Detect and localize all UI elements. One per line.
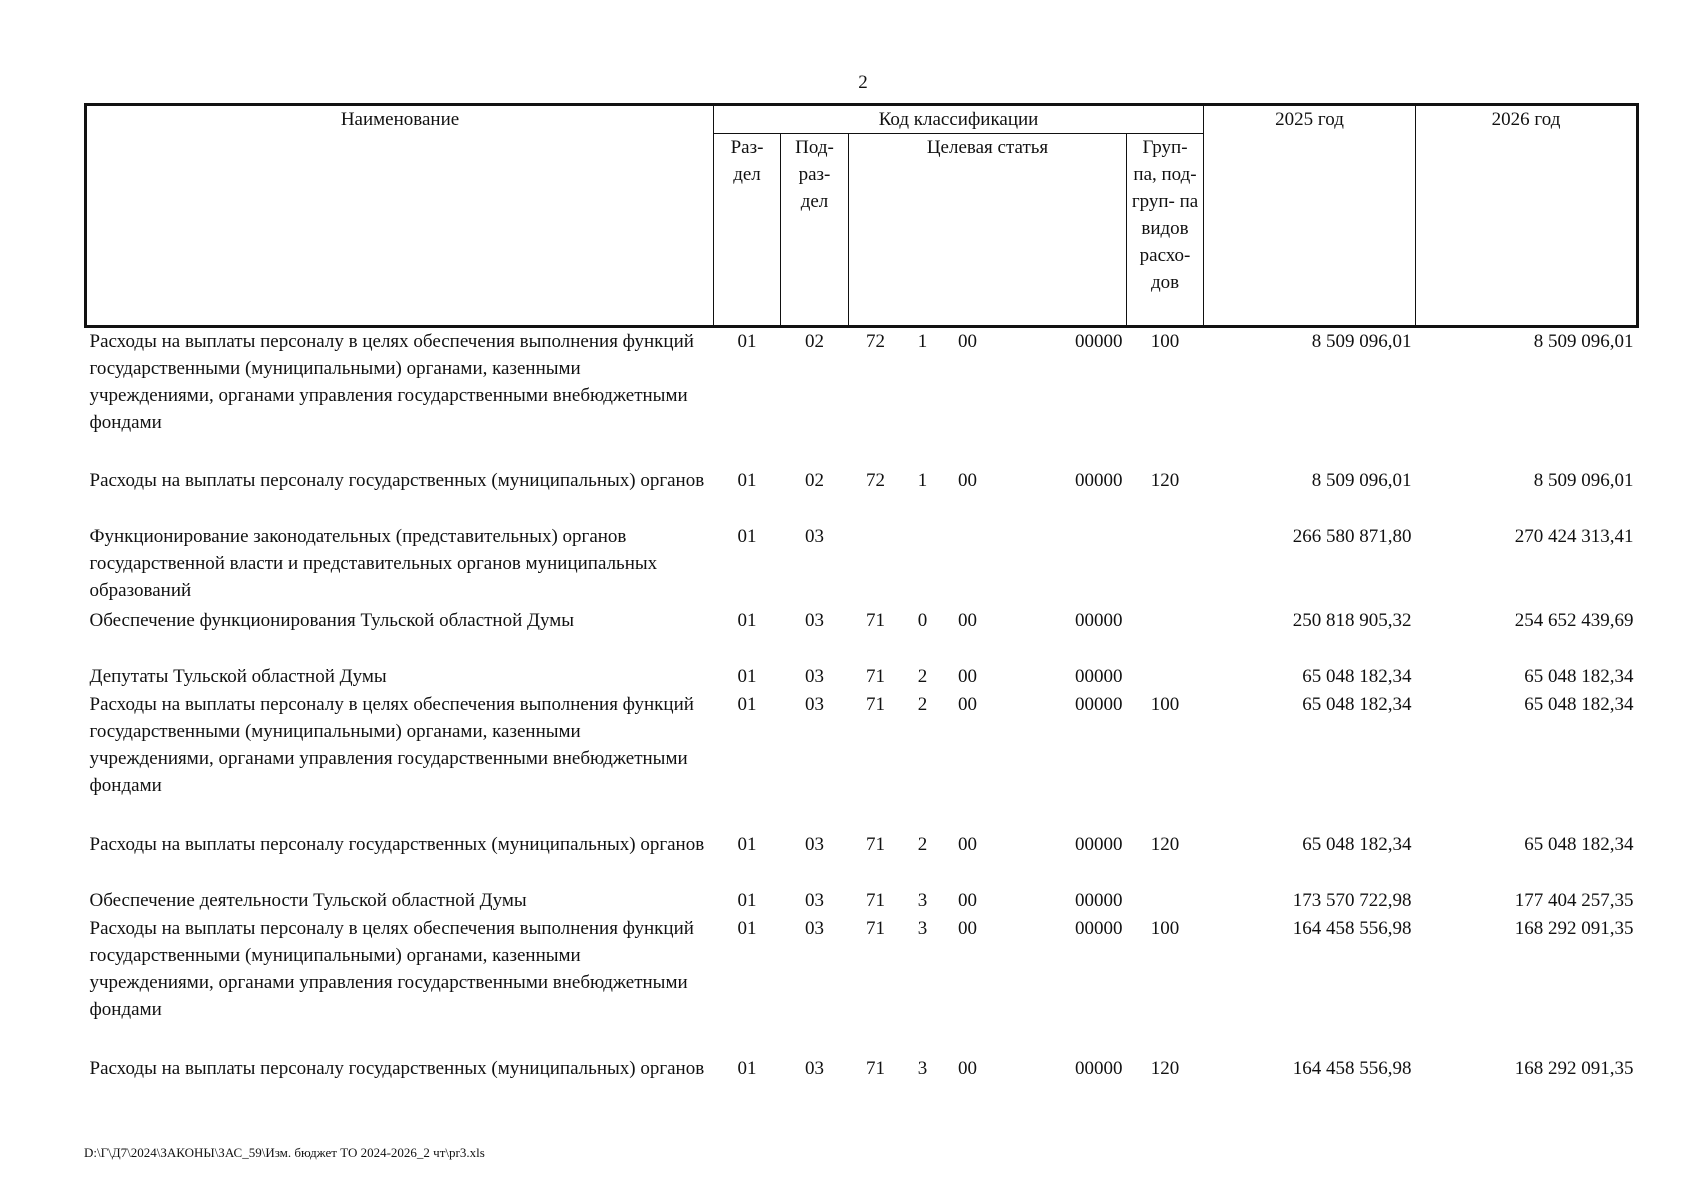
row-target-program: 71 bbox=[866, 665, 885, 687]
row-podrazdel: 03 bbox=[805, 693, 824, 715]
row-target-program: 71 bbox=[866, 917, 885, 939]
row-target-type: 2 bbox=[917, 665, 928, 687]
row-target-direction bbox=[993, 523, 1127, 607]
row-name: Депутаты Тульской областной Думы bbox=[89, 665, 387, 687]
row-razdel: 01 bbox=[737, 917, 757, 939]
table-header bbox=[86, 105, 1638, 327]
row-amount-2025: 8 509 096,01 bbox=[1311, 469, 1412, 491]
row-name: Обеспечение деятельности Тульской областной Думы bbox=[89, 889, 527, 911]
row-target-type bbox=[903, 523, 943, 607]
row-target-program: 72 bbox=[866, 331, 885, 352]
row-expense-group: 120 bbox=[1150, 469, 1180, 491]
row-podrazdel: 02 bbox=[805, 469, 824, 491]
table-row bbox=[86, 327, 1638, 467]
row-amount-2026: 65 048 182,34 bbox=[1524, 693, 1634, 715]
row-target-type: 2 bbox=[917, 693, 928, 715]
row-razdel: 01 bbox=[737, 889, 757, 911]
row-target-subprogram: 00 bbox=[958, 609, 977, 631]
row-name: Расходы на выплаты персоналу в целях обеспечения выполнения функций государственными (муниципальными) органами, казенными учреждениями, органами управления государственными внебюджетными фондами bbox=[89, 917, 694, 1020]
row-podrazdel: 03 bbox=[805, 917, 824, 939]
row-amount-2026: 168 292 091,35 bbox=[1514, 917, 1634, 939]
row-podrazdel: 03 bbox=[805, 833, 824, 855]
row-expense-group: 100 bbox=[1150, 917, 1180, 939]
header-year-2026: 2026 год bbox=[1416, 105, 1638, 327]
row-amount-2025: 164 458 556,98 bbox=[1292, 917, 1412, 939]
header-razdel: Раз- дел bbox=[714, 134, 781, 327]
row-target-subprogram: 00 bbox=[958, 833, 977, 855]
row-razdel: 01 bbox=[737, 331, 757, 352]
table-body bbox=[86, 327, 1638, 1111]
row-target-subprogram: 00 bbox=[958, 1057, 977, 1079]
row-name: Обеспечение функционирования Тульской областной Думы bbox=[89, 609, 575, 631]
row-razdel: 01 bbox=[737, 833, 757, 855]
row-amount-2026: 254 652 439,69 bbox=[1514, 609, 1634, 631]
row-amount-2026: 270 424 313,41 bbox=[1514, 525, 1634, 547]
row-amount-2025: 173 570 722,98 bbox=[1292, 889, 1412, 911]
page-number: 2 bbox=[858, 72, 868, 93]
table-row bbox=[86, 831, 1638, 887]
row-target-subprogram: 00 bbox=[958, 693, 977, 715]
row-target-type: 0 bbox=[917, 609, 928, 631]
header-target-article: Целевая статья bbox=[849, 134, 1127, 327]
row-target-subprogram: 00 bbox=[958, 469, 977, 491]
row-amount-2025: 164 458 556,98 bbox=[1292, 1057, 1412, 1079]
row-target-direction: 00000 bbox=[1075, 693, 1123, 715]
row-name: Функционирование законодательных (представительных) органов государственной власти и представительных органов муниципальных образований bbox=[89, 525, 658, 601]
row-amount-2025: 65 048 182,34 bbox=[1302, 693, 1412, 715]
row-target-program: 71 bbox=[866, 1057, 885, 1079]
row-amount-2025: 250 818 905,32 bbox=[1292, 609, 1412, 631]
row-name: Расходы на выплаты персоналу в целях обеспечения выполнения функций государственными (муниципальными) органами, казенными учреждениями, органами управления государственными внебюджетными фондами bbox=[89, 693, 694, 796]
footer-file-path: D:\Г\Д7\2024\ЗАКОНЫ\ЗАС_59\Изм. бюджет ТО 2024-2026_2 чт\pr3.xls bbox=[84, 1145, 485, 1160]
row-amount-2025: 8 509 096,01 bbox=[1311, 331, 1412, 352]
row-amount-2026: 177 404 257,35 bbox=[1514, 889, 1634, 911]
header-podrazdel: Под- раз- дел bbox=[781, 134, 849, 327]
row-razdel: 01 bbox=[737, 693, 757, 715]
row-podrazdel: 03 bbox=[805, 889, 824, 911]
row-amount-2026: 65 048 182,34 bbox=[1524, 665, 1634, 687]
row-amount-2026: 168 292 091,35 bbox=[1514, 1057, 1634, 1079]
row-target-type: 1 bbox=[917, 331, 928, 352]
row-razdel: 01 bbox=[737, 469, 757, 491]
row-podrazdel: 03 bbox=[805, 525, 824, 547]
row-target-direction: 00000 bbox=[1075, 917, 1123, 939]
row-podrazdel: 02 bbox=[805, 331, 824, 352]
row-target-direction: 00000 bbox=[1075, 665, 1123, 687]
row-target-type: 3 bbox=[917, 889, 928, 911]
row-amount-2025: 65 048 182,34 bbox=[1302, 833, 1412, 855]
row-podrazdel: 03 bbox=[805, 665, 824, 687]
row-target-type: 3 bbox=[917, 917, 928, 939]
header-name: Наименование bbox=[86, 105, 714, 327]
row-target-program: 72 bbox=[866, 469, 885, 491]
row-target-direction: 00000 bbox=[1075, 331, 1123, 352]
row-expense-group: 100 bbox=[1150, 331, 1180, 352]
row-target-subprogram: 00 bbox=[958, 889, 977, 911]
header-year-2025: 2025 год bbox=[1204, 105, 1416, 327]
row-expense-group bbox=[1127, 607, 1204, 663]
row-amount-2026: 8 509 096,01 bbox=[1533, 469, 1634, 491]
table-row bbox=[86, 607, 1638, 663]
budget-table bbox=[84, 103, 1639, 1111]
row-amount-2026: 8 509 096,01 bbox=[1533, 331, 1634, 352]
row-podrazdel: 03 bbox=[805, 609, 824, 631]
row-target-subprogram: 00 bbox=[958, 917, 977, 939]
row-target-subprogram: 00 bbox=[958, 665, 977, 687]
table-row bbox=[86, 915, 1638, 1055]
row-podrazdel: 03 bbox=[805, 1057, 824, 1079]
row-expense-group bbox=[1127, 887, 1204, 915]
row-amount-2026: 65 048 182,34 bbox=[1524, 833, 1634, 855]
row-target-program: 71 bbox=[866, 693, 885, 715]
row-target-program: 71 bbox=[866, 609, 885, 631]
header-expense-group: Груп- па, под- груп- па видов расхо- дов bbox=[1127, 134, 1204, 327]
table-row bbox=[86, 523, 1638, 607]
row-name: Расходы на выплаты персоналу в целях обеспечения выполнения функций государственными (муниципальными) органами, казенными учреждениями, органами управления государственными внебюджетными фондами bbox=[89, 331, 694, 433]
row-name: Расходы на выплаты персоналу государственных (муниципальных) органов bbox=[89, 833, 705, 855]
row-target-type: 1 bbox=[917, 469, 928, 491]
table-row bbox=[86, 663, 1638, 691]
row-expense-group bbox=[1127, 523, 1204, 607]
row-target-type: 3 bbox=[917, 1057, 928, 1079]
row-expense-group: 100 bbox=[1150, 693, 1180, 715]
row-target-program: 71 bbox=[866, 833, 885, 855]
row-name: Расходы на выплаты персоналу государственных (муниципальных) органов bbox=[89, 469, 705, 491]
row-target-direction: 00000 bbox=[1075, 833, 1123, 855]
row-amount-2025: 65 048 182,34 bbox=[1302, 665, 1412, 687]
table-row bbox=[86, 691, 1638, 831]
row-expense-group: 120 bbox=[1150, 1057, 1180, 1079]
row-razdel: 01 bbox=[737, 609, 757, 631]
row-amount-2025: 266 580 871,80 bbox=[1292, 525, 1412, 547]
table-row bbox=[86, 887, 1638, 915]
row-target-direction: 00000 bbox=[1075, 889, 1123, 911]
row-target-program bbox=[849, 523, 903, 607]
row-target-subprogram: 00 bbox=[958, 331, 977, 352]
row-target-direction: 00000 bbox=[1075, 469, 1123, 491]
row-target-subprogram bbox=[943, 523, 993, 607]
row-target-program: 71 bbox=[866, 889, 885, 911]
header-code-group: Код классификации bbox=[714, 105, 1204, 134]
row-expense-group: 120 bbox=[1150, 833, 1180, 855]
row-name: Расходы на выплаты персоналу государственных (муниципальных) органов bbox=[89, 1057, 705, 1079]
row-target-direction: 00000 bbox=[1075, 609, 1123, 631]
table-row bbox=[86, 1055, 1638, 1111]
row-razdel: 01 bbox=[737, 525, 757, 547]
row-expense-group bbox=[1127, 663, 1204, 691]
table-row bbox=[86, 467, 1638, 523]
row-razdel: 01 bbox=[737, 665, 757, 687]
row-target-type: 2 bbox=[917, 833, 928, 855]
row-target-direction: 00000 bbox=[1075, 1057, 1123, 1079]
row-razdel: 01 bbox=[737, 1057, 757, 1079]
